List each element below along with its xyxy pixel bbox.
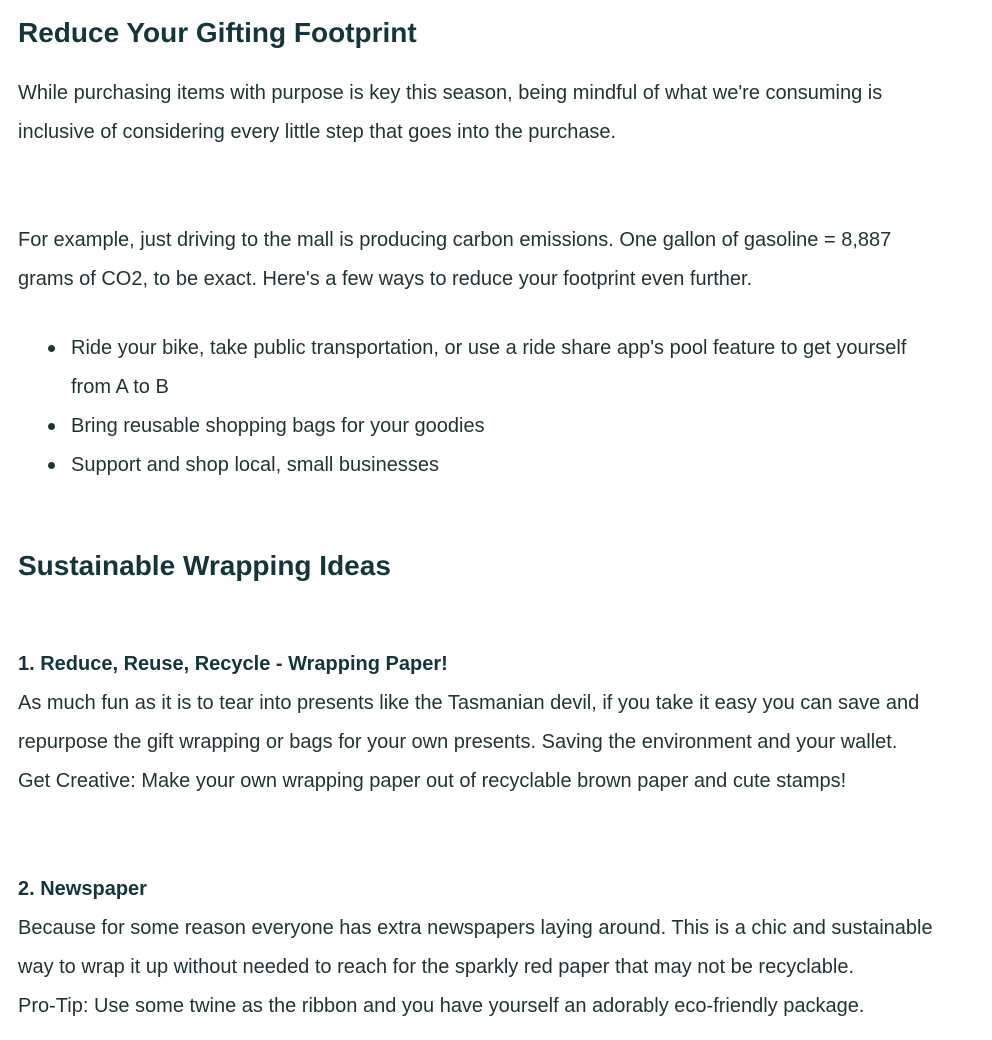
idea-line: Get Creative: Make your own wrapping paper out of recyclable brown paper and cute stamps! <box>18 770 847 792</box>
bullet-dot-icon <box>48 423 55 430</box>
list-item-text: Bring reusable shopping bags for your goodies <box>71 415 485 437</box>
bullet-dot-icon <box>48 345 55 352</box>
idea-line: repurpose the gift wrapping or bags for your own presents. Saving the environment and your wallet. <box>18 731 898 753</box>
section-title-wrapping-ideas: Sustainable Wrapping Ideas <box>18 550 391 581</box>
idea-heading-wrapping-paper: 1. Reduce, Reuse, Recycle - Wrapping Paper! <box>18 653 448 675</box>
list-item-text: Ride your bike, take public transportation, or use a ride share app's pool feature to get yourself <box>71 337 907 359</box>
idea-paragraph-wrapping-paper <box>18 684 978 801</box>
idea-line: As much fun as it is to tear into presents like the Tasmanian devil, if you take it easy you can save and <box>18 692 920 714</box>
tips-list <box>18 329 906 485</box>
intro-line: While purchasing items with purpose is key this season, being mindful of what we're consuming is <box>18 82 883 104</box>
section-title-gifting-footprint: Reduce Your Gifting Footprint <box>18 17 417 48</box>
idea-line: Because for some reason everyone has extra newspapers laying around. This is a chic and sustainable <box>18 917 933 939</box>
list-item <box>18 407 906 446</box>
bullet-dot-icon <box>48 462 55 469</box>
list-item <box>18 329 906 407</box>
intro-line: inclusive of considering every little step that goes into the purchase. <box>18 121 617 143</box>
intro-paragraph <box>18 74 978 152</box>
idea-heading-newspaper: 2. Newspaper <box>18 878 147 900</box>
example-paragraph <box>18 221 978 299</box>
idea-paragraph-newspaper <box>18 909 978 1026</box>
example-line: For example, just driving to the mall is producing carbon emissions. One gallon of gasoline = 8,887 <box>18 229 892 251</box>
idea-line: Pro-Tip: Use some twine as the ribbon and you have yourself an adorably eco-friendly package. <box>18 995 865 1017</box>
list-item-text: from A to B <box>71 376 169 398</box>
idea-line: way to wrap it up without needed to reach for the sparkly red paper that may not be recyclable. <box>18 956 855 978</box>
list-item-text: Support and shop local, small businesses <box>71 454 439 476</box>
list-item <box>18 446 906 485</box>
example-line: grams of CO2, to be exact. Here's a few ways to reduce your footprint even further. <box>18 268 753 290</box>
